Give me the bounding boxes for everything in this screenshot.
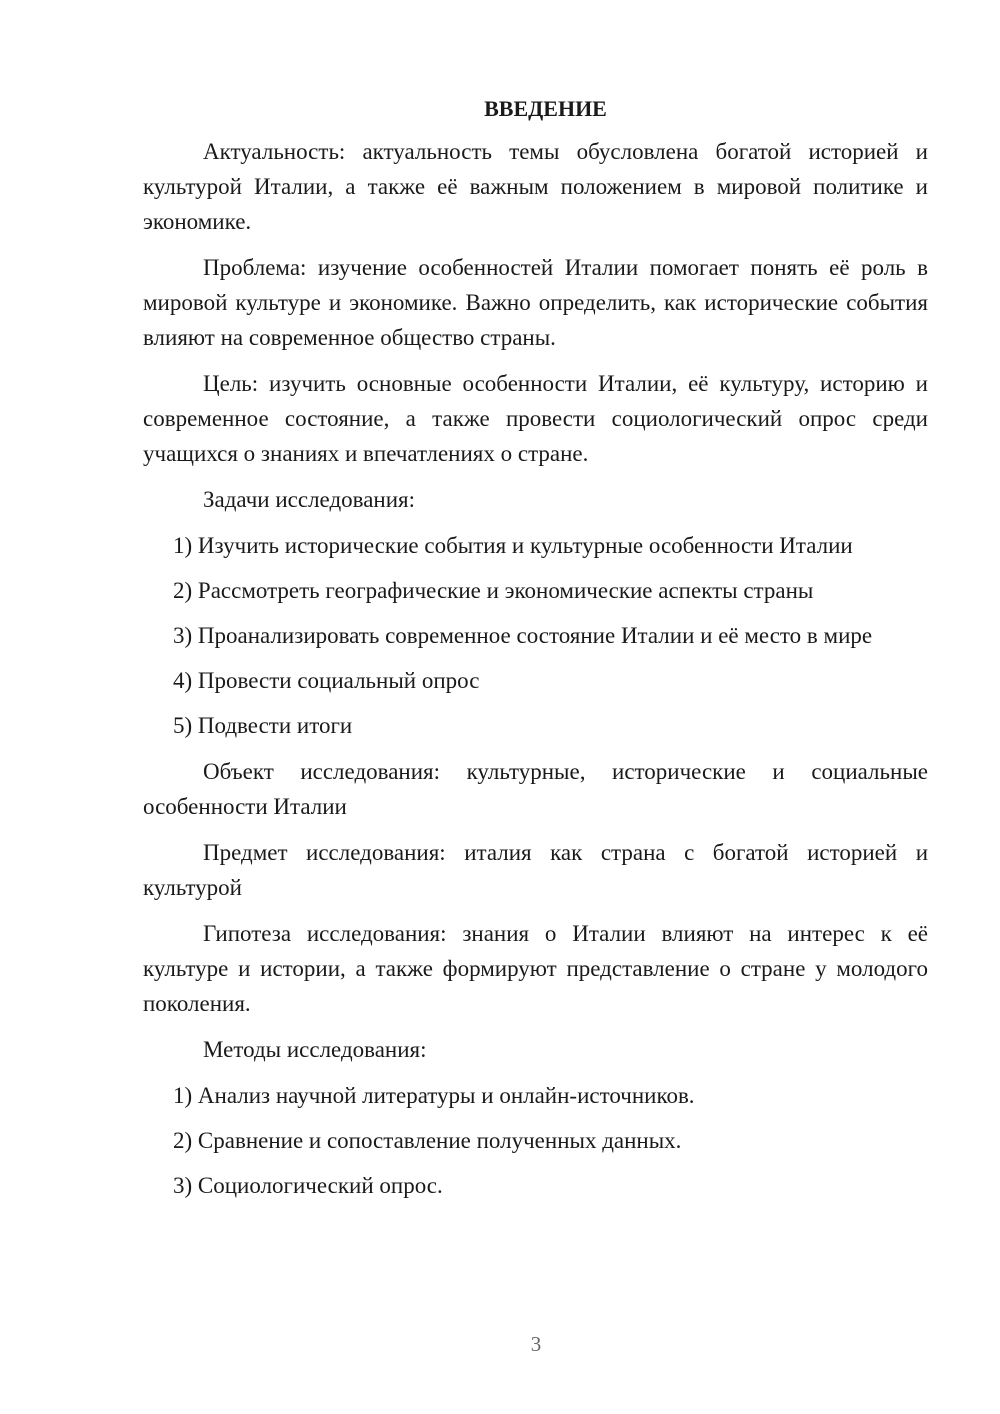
subject-paragraph: Предмет исследования: италия как страна с богатой историей и культурой [143, 840, 928, 900]
list-item: 5) Подвести итоги [173, 713, 353, 738]
tasks-list [143, 528, 928, 743]
problem-paragraph: Проблема: изучение особенностей Италии помогает понять её роль в мировой культуре и экономике. Важно определить, как исторические события влияют на современное общество страны. [143, 255, 928, 350]
list-item: 3) Проанализировать современное состояние Италии и её место в мире [173, 623, 873, 648]
document-page [143, 92, 928, 1214]
list-item: 3) Социологический опрос. [173, 1173, 443, 1198]
list-item: 2) Рассмотреть географические и экономические аспекты страны [173, 578, 814, 603]
list-item: 1) Анализ научной литературы и онлайн-источников. [173, 1083, 695, 1108]
list-item: 1) Изучить исторические события и культурные особенности Италии [173, 533, 853, 558]
tasks-heading: Задачи исследования: [203, 487, 416, 512]
hypothesis-paragraph: Гипотеза исследования: знания о Италии влияют на интерес к её культуре и истории, а также формируют представление о стране у молодого поколения. [143, 921, 928, 1016]
goal-paragraph: Цель: изучить основные особенности Италии, её культуру, историю и современное состояние, а также провести социологический опрос среди учащихся о знаниях и впечатлениях о стране. [143, 371, 928, 466]
page-number: 3 [530, 1332, 542, 1356]
object-paragraph: Объект исследования: культурные, исторические и социальные особенности Италии [143, 759, 928, 819]
methods-list [143, 1078, 928, 1203]
methods-heading: Методы исследования: [203, 1037, 427, 1062]
list-item: 2) Сравнение и сопоставление полученных данных. [173, 1128, 682, 1153]
relevance-paragraph: Актуальность: актуальность темы обусловлена богатой историей и культурой Италии, а также её важным положением в мировой политике и экономике. [143, 139, 928, 234]
document-title: ВВЕДЕНИЕ [484, 96, 607, 121]
list-item: 4) Провести социальный опрос [173, 668, 480, 693]
